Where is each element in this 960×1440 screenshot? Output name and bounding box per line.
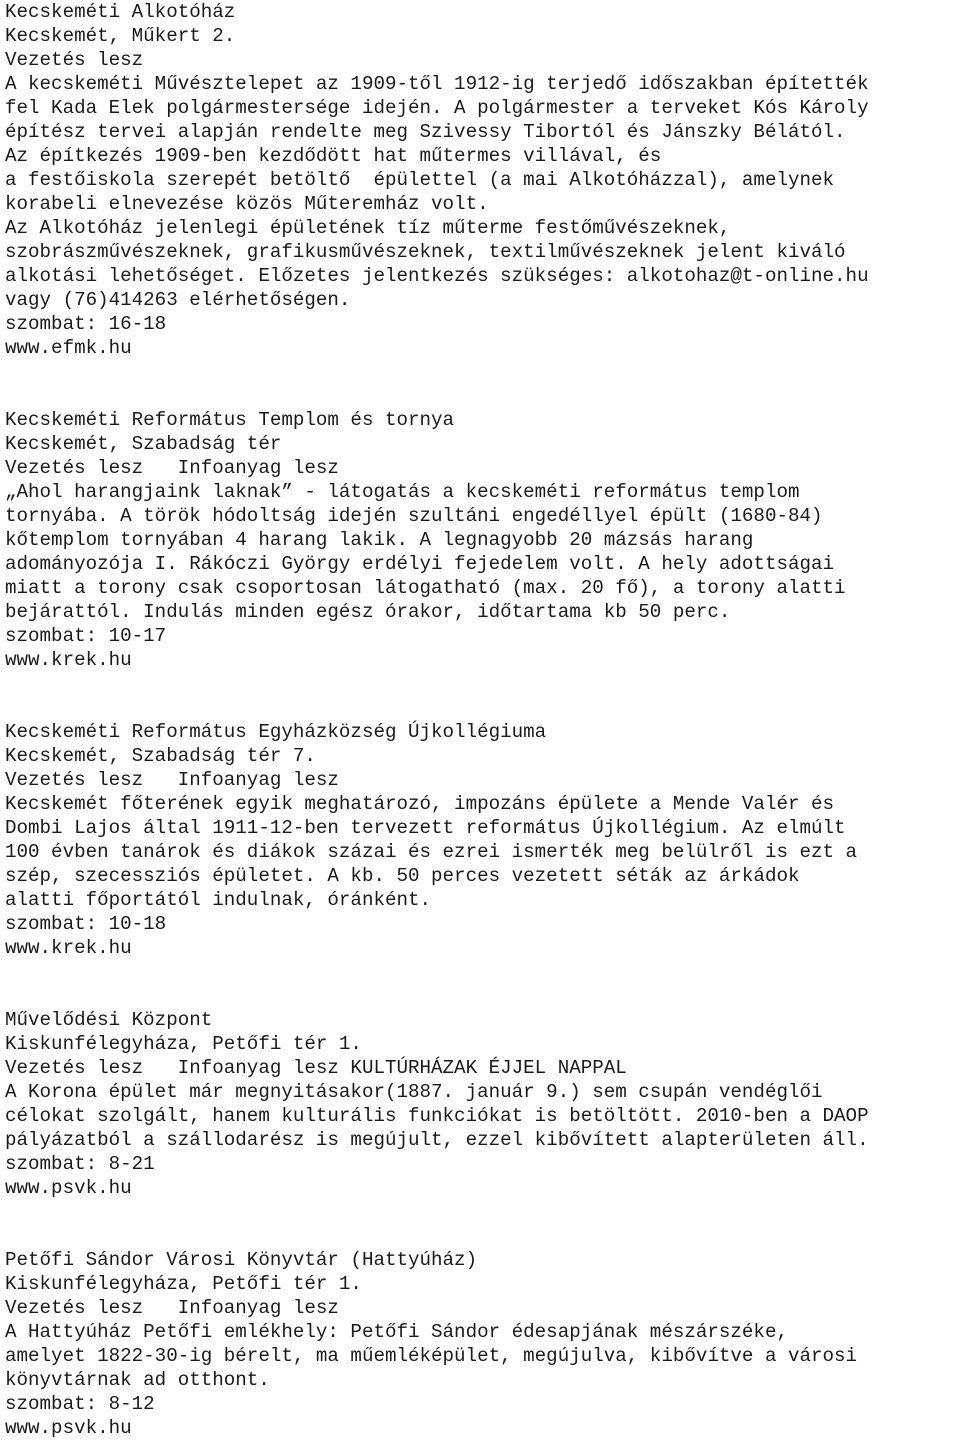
entry-description-line: „Ahol harangjaink laknak” - látogatás a kecskeméti református templom [5,481,800,503]
entry-description-line: Az építkezés 1909-ben kezdődött hat műtermes villával, és [5,145,662,167]
entry-website: www.efmk.hu [5,337,132,359]
entry-schedule: szombat: 8-21 [5,1153,155,1175]
entry-description-line: tornyába. A török hódoltság idején szultáni engedéllyel épült (1680-84) [5,505,823,527]
entry-description-line: 100 évben tanárok és diákok százai és ezrei ismerték meg belülről is ezt a [5,841,858,863]
entry-description-line: A kecskeméti Művésztelepet az 1909-től 1912-ig terjedő időszakban építették [5,73,869,95]
entry-description-line: könyvtárnak ad otthont. [5,1369,270,1391]
entry-website: www.krek.hu [5,937,132,959]
entry-description-line: Kecskemét főterének egyik meghatározó, impozáns épülete a Mende Valér és [5,793,835,815]
entry-description-line: szobrászművészeknek, grafikusművészeknek, textilművészeknek jelent kiváló [5,241,846,263]
entry-description-line: pályázatból a szállodarész is megújult, ezzel kibővített alapterületen áll. [5,1129,869,1151]
entry-address: Kecskemét, Szabadság tér [5,433,282,455]
entry-website: www.krek.hu [5,649,132,671]
entry-description-line: szép, szecessziós épületet. A kb. 50 perces vezetett séták az árkádok [5,865,800,887]
entry-tags: Vezetés lesz Infoanyag lesz [5,1297,339,1319]
entry-tags: Vezetés lesz Infoanyag lesz KULTÚRHÁZAK ÉJJEL NAPPAL [5,1057,627,1079]
event-entry [5,408,960,672]
entry-description-line: kőtemplom tornyában 4 harang lakik. A legnagyobb 20 mázsás harang [5,529,754,551]
entry-tags: Vezetés lesz [5,49,144,71]
entry-schedule: szombat: 8-12 [5,1393,155,1415]
entry-address: Kecskemét, Műkert 2. [5,25,236,47]
entry-spacer [5,360,960,408]
event-entry [5,1248,960,1440]
entry-description-line: bejárattól. Indulás minden egész órakor, időtartama kb 50 perc. [5,601,731,623]
entry-description-line: A Korona épület már megnyitásakor(1887. január 9.) sem csupán vendéglői [5,1081,823,1103]
entry-description-line: adományozója I. Rákóczi György erdélyi fejedelem volt. A hely adottságai [5,553,835,575]
event-entry [5,720,960,960]
entry-description-line: korabeli elnevezése közös Műteremház volt. [5,193,489,215]
entry-description-line: vagy (76)414263 elérhetőségen. [5,289,351,311]
document-body [5,0,960,1440]
entry-schedule: szombat: 16-18 [5,313,167,335]
entry-description-line: Dombi Lajos által 1911-12-ben tervezett református Újkollégium. Az elmúlt [5,817,846,839]
entry-description-line: alkotási lehetőséget. Előzetes jelentkezés szükséges: alkotohaz@t-online.hu [5,265,869,287]
entry-tags: Vezetés lesz Infoanyag lesz [5,457,339,479]
entry-schedule: szombat: 10-17 [5,625,167,647]
entry-description-line: miatt a torony csak csoportosan látogatható (max. 20 fő), a torony alatti [5,577,846,599]
entry-title: Kecskeméti Alkotóház [5,1,236,23]
entry-spacer [5,1200,960,1248]
entry-title: Kecskeméti Református Egyházközség Újkollégiuma [5,721,547,743]
entry-title: Petőfi Sándor Városi Könyvtár (Hattyúház) [5,1249,478,1271]
entry-title: Kecskeméti Református Templom és tornya [5,409,455,431]
entry-spacer [5,672,960,720]
entry-spacer [5,960,960,1008]
entry-description-line: építész tervei alapján rendelte meg Szivessy Tibortól és Jánszky Bélától. [5,121,846,143]
entry-schedule: szombat: 10-18 [5,913,167,935]
entry-tags: Vezetés lesz Infoanyag lesz [5,769,339,791]
entry-description-line: amelyet 1822-30-ig bérelt, ma műemléképület, megújulva, kibővítve a városi [5,1345,858,1367]
event-entry [5,0,960,360]
entry-title: Művelődési Központ [5,1009,213,1031]
entry-description-line: alatti főportától indulnak, óránként. [5,889,432,911]
entry-address: Kecskemét, Szabadság tér 7. [5,745,316,767]
entry-website: www.psvk.hu [5,1417,132,1439]
entry-website: www.psvk.hu [5,1177,132,1199]
entry-description-line: a festőiskola szerepét betöltő épülettel (a mai Alkotóházzal), amelynek [5,169,835,191]
event-entry [5,1008,960,1200]
entry-description-line: fel Kada Elek polgármestersége idején. A polgármester a terveket Kós Károly [5,97,869,119]
entry-description-line: Az Alkotóház jelenlegi épületének tíz műterme festőművészeknek, [5,217,731,239]
entry-description-line: célokat szolgált, hanem kulturális funkciókat is betöltött. 2010-ben a DAOP [5,1105,869,1127]
entry-address: Kiskunfélegyháza, Petőfi tér 1. [5,1033,362,1055]
entry-description-line: A Hattyúház Petőfi emlékhely: Petőfi Sándor édesapjának mészárszéke, [5,1321,788,1343]
entry-address: Kiskunfélegyháza, Petőfi tér 1. [5,1273,362,1295]
